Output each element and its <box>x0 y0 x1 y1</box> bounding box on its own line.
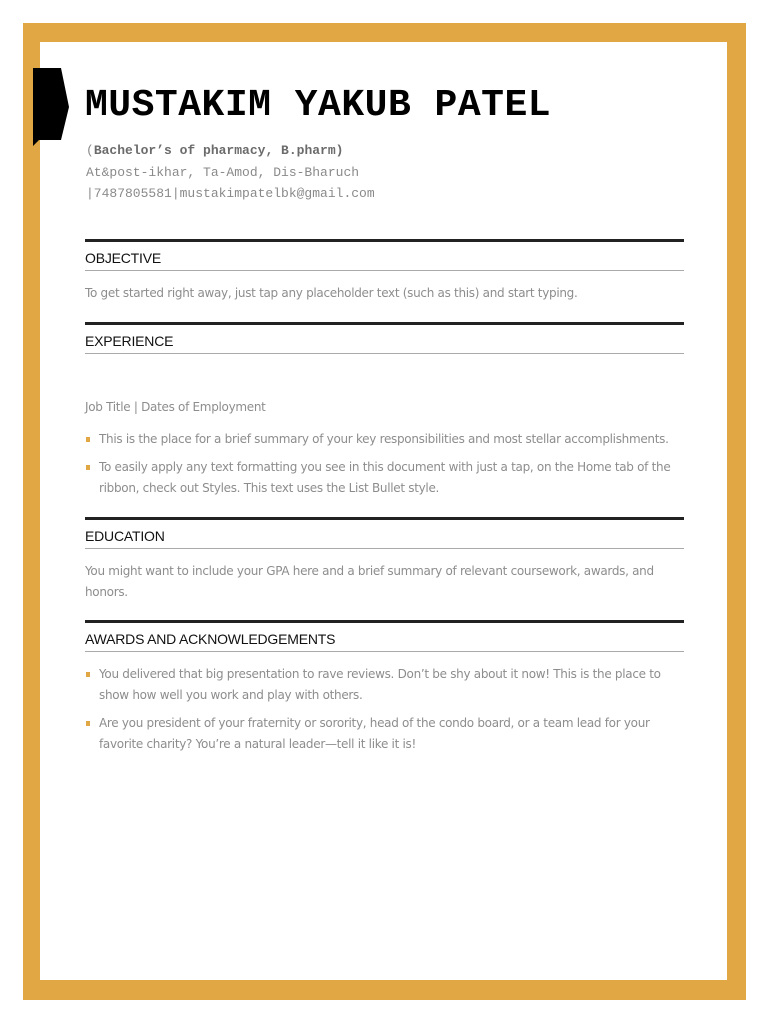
job-title-line: Job Title | Dates of Employment <box>85 400 266 414</box>
objective-text: To get started right away, just tap any placeholder text (such as this) and start typing. <box>85 286 578 300</box>
bullet-text: This is the place for a brief summary of your key responsibilities and most stellar accomplishments. <box>99 432 669 446</box>
bullet-marker <box>86 437 90 442</box>
bullet-text: You delivered that big presentation to rave reviews. Don’t be shy about it now! This is the place to show how well you work and play with others. <box>99 667 661 702</box>
degree-text: Bachelor’s of pharmacy, B.pharm) <box>93 143 344 158</box>
candidate-name: MUSTAKIM YAKUB PATEL <box>85 84 552 127</box>
degree-line <box>86 140 375 162</box>
contact-block <box>86 140 375 205</box>
objective-section-header <box>85 239 684 271</box>
experience-section-header <box>85 322 684 354</box>
list-item <box>85 664 685 706</box>
address-line: At&post-ikhar, Ta-Amod, Dis-Bharuch <box>86 164 360 180</box>
bullet-marker <box>86 465 90 470</box>
list-item <box>85 713 685 755</box>
education-text: You might want to include your GPA here and a brief summary of relevant coursework, awards, and honors. <box>85 564 654 599</box>
bullet-marker <box>86 672 90 677</box>
objective-heading: OBJECTIVE <box>85 250 161 266</box>
degree-paren: ( <box>86 143 94 158</box>
awards-bullets <box>85 664 685 762</box>
education-section-header <box>85 517 684 549</box>
awards-heading: AWARDS AND ACKNOWLEDGEMENTS <box>85 631 336 647</box>
header-tab-marker <box>33 68 69 146</box>
education-heading: EDUCATION <box>85 528 165 544</box>
bullet-text: Are you president of your fraternity or sorority, head of the condo board, or a team lead for your favorite charity? You’re a natural leader—tell it like it is! <box>99 716 650 751</box>
phone-email-line: |7487805581|mustakimpatelbk@gmail.com <box>86 186 375 201</box>
list-item <box>85 457 685 499</box>
bullet-text: To easily apply any text formatting you see in this document with just a tap, on the Home tab of the ribbon, check out Styles. This text uses the List Bullet style. <box>99 460 671 495</box>
list-item <box>85 429 685 450</box>
experience-bullets <box>85 429 685 506</box>
experience-heading: EXPERIENCE <box>85 333 174 349</box>
awards-section-header <box>85 620 684 652</box>
bullet-marker <box>86 721 90 726</box>
